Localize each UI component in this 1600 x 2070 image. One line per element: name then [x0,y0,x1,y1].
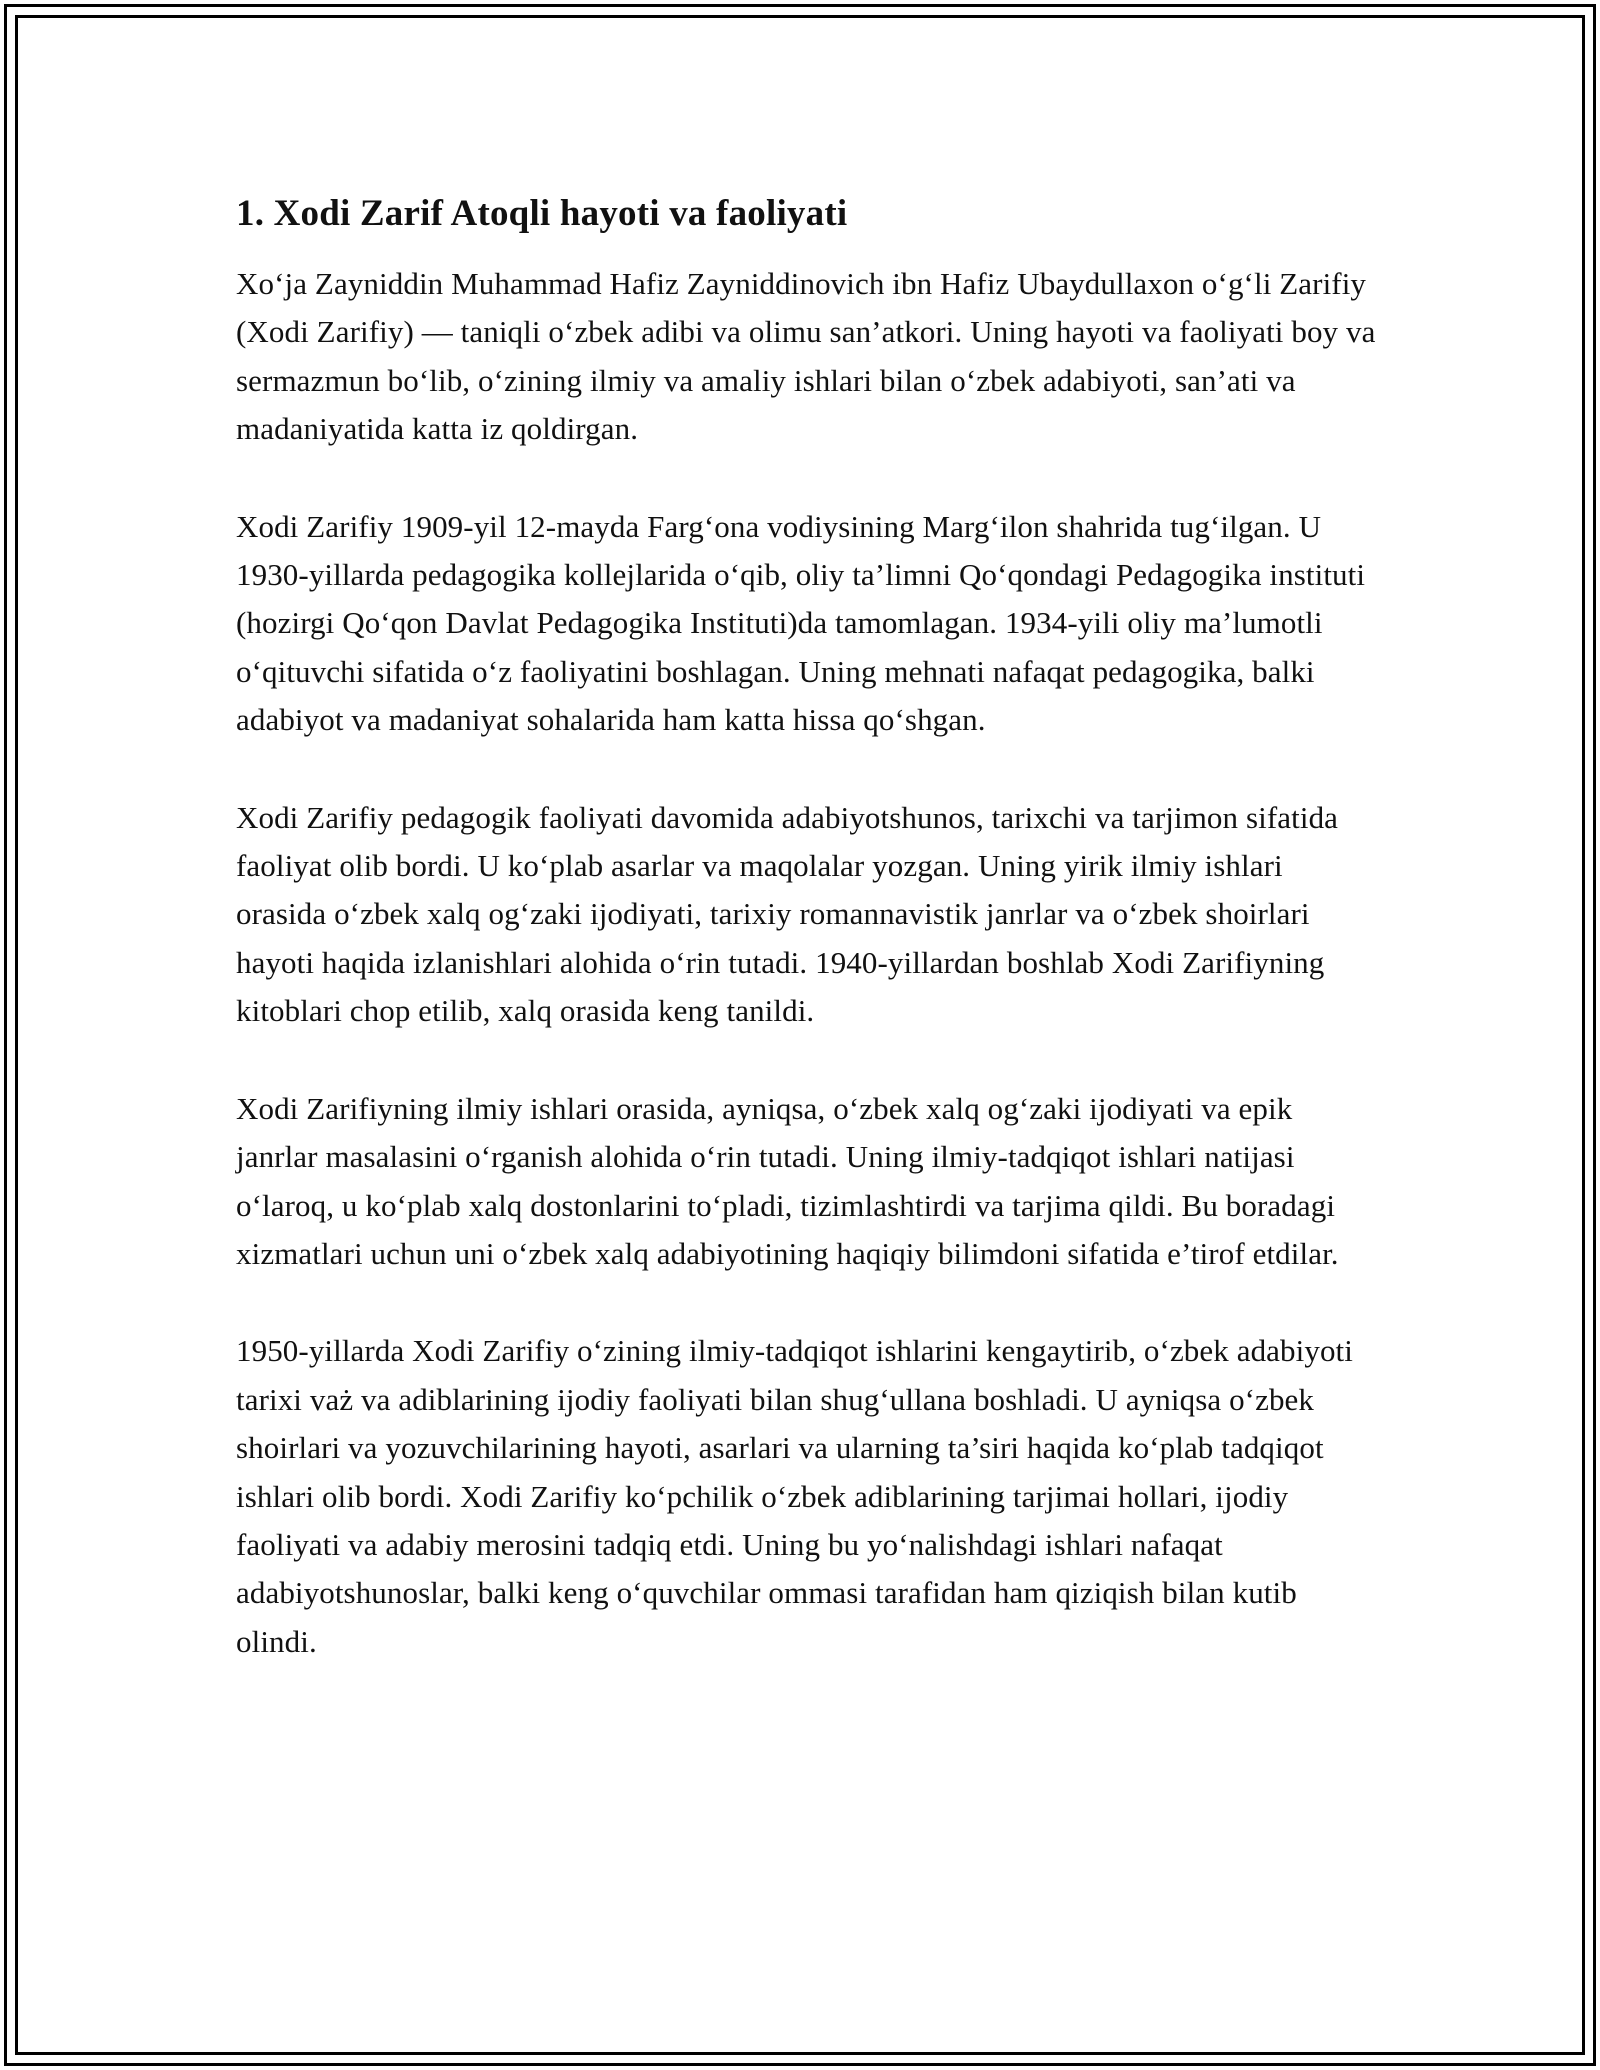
paragraph-2: Xodi Zarifiy 1909-yil 12-mayda Farg‘ona vodiysining Marg‘ilon shahrida tug‘ilgan. U 1930-yillarda pedagogika kollejlarida o‘qib, oliy ta’limni Qo‘qondagi Pedagogika instituti (hozirgi Qo‘qon Davlat Pedagogika Instituti)da tamomlagan. 1934-yili oliy ma’lumotli o‘qituvchi sifatida o‘z faoliyatini boshlagan. Uning mehnati nafaqat pedagogika, balki adabiyot va madaniyat sohalarida ham katta hissa qo‘shgan. [236,508,1366,738]
section-heading: 1. Xodi Zarif Atoqli hayoti va faoliyati [236,193,848,234]
paragraph-5: 1950-yillarda Xodi Zarifiy o‘zining ilmiy-tadqiqot ishlarini kengaytirib, o‘zbek adabiyoti tarixi vaż va adiblarining ijodiy faoliyati bilan shug‘ullana boshladi. U ayniqsa o‘zbek shoirlari va yozuvchilarining hayoti, asarlari va ularning ta’siri haqida ko‘plab tadqiqot ishlari olib bordi. Xodi Zarifiy ko‘pchilik o‘zbek adiblarining tarjimai hollari, ijodiy faoliyati va adabiy merosini tadqiq etdi. Uning bu yo‘nalishdagi ishlari nafaqat adabiyotshunoslar, balki keng o‘quvchilar ommasi tarafidan ham qiziqish bilan kutib olindi. [236,1333,1353,1659]
paragraph-4: Xodi Zarifiyning ilmiy ishlari orasida, ayniqsa, o‘zbek xalq og‘zaki ijodiyati va epik janrlar masalasini o‘rganish alohida o‘rin tutadi. Uning ilmiy-tadqiqot ishlari natijasi o‘laroq, u ko‘plab xalq dostonlarini to‘pladi, tizimlashtirdi va tarjima qildi. Bu boradagi xizmatlari uchun uni o‘zbek xalq adabiyotining haqiqiy bilimdoni sifatida e’tirof etdilar. [236,1090,1339,1271]
paragraph-3: Xodi Zarifiy pedagogik faoliyati davomida adabiyotshunos, tarixchi va tarjimon sifatida faoliyat olib bordi. U ko‘plab asarlar va maqolalar yozgan. Uning yirik ilmiy ishlari orasida o‘zbek xalq og‘zaki ijodiyati, tarixiy romannavistik janrlar va o‘zbek shoirlari hayoti haqida izlanishlari alohida o‘rin tutadi. 1940-yillardan boshlab Xodi Zarifiyning kitoblari chop etilib, xalq orasida keng tanildi. [236,799,1339,1029]
document-body [236,188,1376,1715]
paragraph-1: Xo‘ja Zayniddin Muhammad Hafiz Zayniddinovich ibn Hafiz Ubaydullaxon o‘g‘li Zarifiy (Xodi Zarifiy) — taniqli o‘zbek adibi va olimu san’atkori. Uning hayoti va faoliyati boy va sermazmun bo‘lib, o‘zining ilmiy va amaliy ishlari bilan o‘zbek adabiyoti, san’ati va madaniyatida katta iz qoldirgan. [236,266,1376,447]
